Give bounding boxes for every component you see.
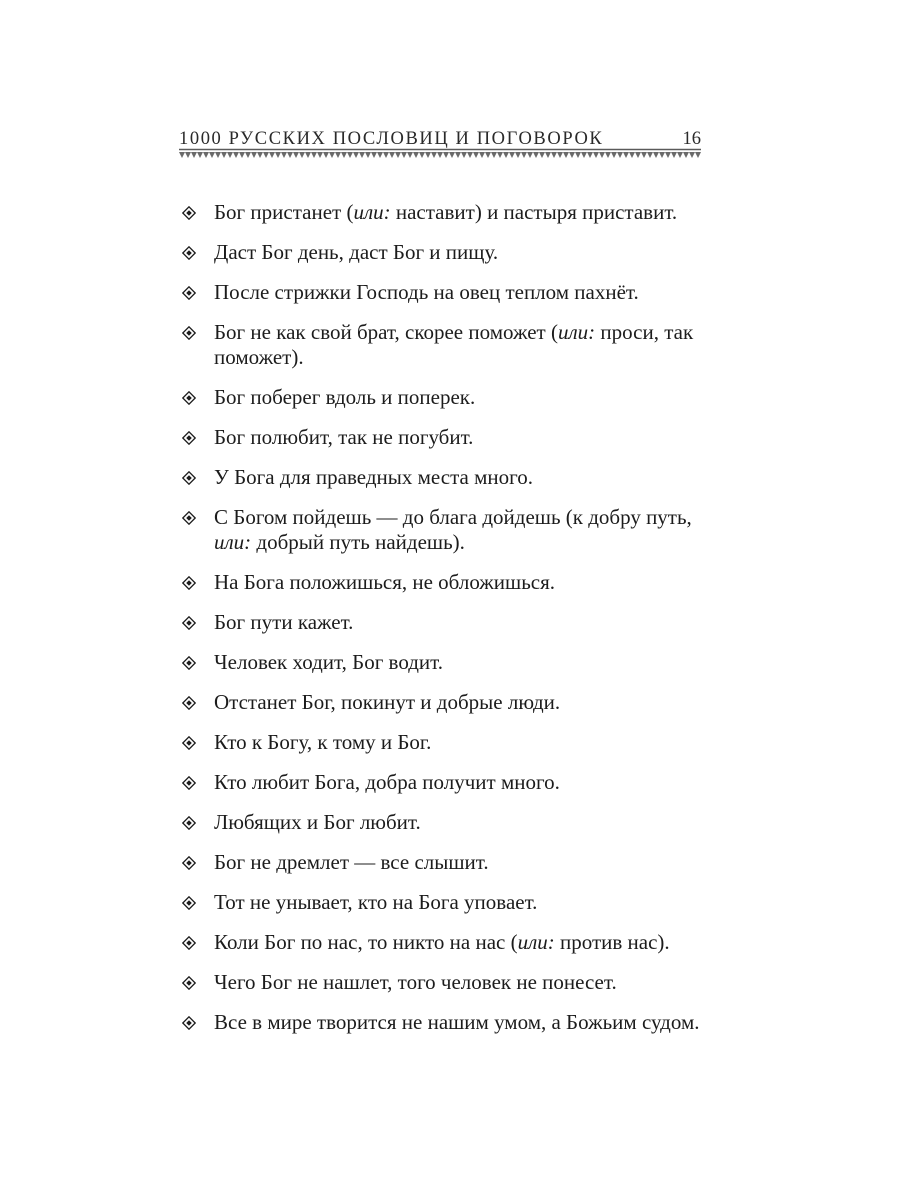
proverb-fragment: Чего Бог не нашлет, того человек не понесет. [214, 970, 617, 994]
diamond-bullet-icon [182, 391, 196, 405]
running-head [179, 118, 701, 148]
proverb-text [214, 770, 710, 795]
alternative-marker: или: [517, 930, 555, 954]
proverb-text [214, 425, 710, 450]
proverb-fragment: Даст Бог день, даст Бог и пищу. [214, 240, 499, 264]
proverb-fragment: С Богом пойдешь — до блага дойдешь (к добру путь, [214, 505, 692, 529]
proverb-fragment: Любящих и Бог любит. [214, 810, 421, 834]
proverb-item [180, 505, 710, 555]
diamond-bullet-icon [182, 511, 196, 525]
proverb-text [214, 505, 710, 555]
proverb-fragment: Бог не дремлет — все слышит. [214, 850, 489, 874]
proverb-text [214, 240, 710, 265]
proverb-fragment: Кто к Богу, к тому и Бог. [214, 730, 432, 754]
book-title: 1000 РУССКИХ ПОСЛОВИЦ И ПОГОВОРОК [179, 128, 604, 149]
proverb-fragment: Коли Бог по нас, то никто на нас ( [214, 930, 518, 954]
proverb-fragment: Бог не как свой брат, скорее поможет ( [214, 320, 558, 344]
zigzag-border-icon [179, 148, 701, 162]
proverb-fragment: После стрижки Господь на овец теплом пахнёт. [214, 280, 639, 304]
proverb-fragment: наставит) и пастыря приставит. [390, 200, 678, 224]
diamond-bullet-icon [182, 936, 196, 950]
proverb-item [180, 730, 710, 755]
proverb-item [180, 810, 710, 835]
proverb-item [180, 320, 710, 370]
proverb-text [214, 465, 710, 490]
diamond-bullet-icon [182, 816, 196, 830]
proverb-item [180, 970, 710, 995]
proverb-fragment: Бог полюбит, так не погубит. [214, 425, 474, 449]
diamond-bullet-icon [182, 736, 196, 750]
proverb-text [214, 200, 710, 225]
diamond-bullet-icon [182, 656, 196, 670]
diamond-bullet-icon [182, 696, 196, 710]
proverb-text [214, 320, 710, 370]
proverb-text [214, 570, 710, 595]
proverb-fragment: Кто любит Бога, добра получит много. [214, 770, 560, 794]
proverb-text [214, 850, 710, 875]
proverb-text [214, 1010, 710, 1035]
alternative-marker: или: [353, 200, 391, 224]
diamond-bullet-icon [182, 326, 196, 340]
proverb-fragment: Все в мире творится не нашим умом, а Божьим судом. [214, 1010, 700, 1034]
diamond-bullet-icon [182, 776, 196, 790]
diamond-bullet-icon [182, 576, 196, 590]
proverb-item [180, 770, 710, 795]
alternative-marker: или: [214, 530, 252, 554]
diamond-bullet-icon [182, 976, 196, 990]
proverb-item [180, 200, 710, 225]
proverb-item [180, 425, 710, 450]
diamond-bullet-icon [182, 431, 196, 445]
proverb-item [180, 650, 710, 675]
alternative-marker: или: [557, 320, 596, 344]
proverb-text [214, 810, 710, 835]
proverb-text [214, 385, 710, 410]
diamond-bullet-icon [182, 1016, 196, 1030]
proverb-text [214, 610, 710, 635]
proverb-fragment: У Бога для праведных места много. [214, 465, 533, 489]
proverb-list [180, 200, 710, 1050]
proverb-fragment: Человек ходит, Бог водит. [214, 650, 443, 674]
proverb-item [180, 385, 710, 410]
proverb-fragment: добрый путь найдешь). [251, 530, 465, 554]
proverb-text [214, 730, 710, 755]
proverb-text [214, 650, 710, 675]
proverb-fragment: против нас). [554, 930, 670, 954]
proverb-item [180, 690, 710, 715]
proverb-item [180, 930, 710, 955]
page-number: 16 [682, 128, 701, 149]
proverb-fragment: проси, так поможет). [214, 320, 694, 369]
proverb-item [180, 890, 710, 915]
proverb-fragment: Бог пути кажет. [214, 610, 354, 634]
diamond-bullet-icon [182, 246, 196, 260]
proverb-item [180, 465, 710, 490]
proverb-item [180, 240, 710, 265]
diamond-bullet-icon [182, 896, 196, 910]
diamond-bullet-icon [182, 856, 196, 870]
diamond-bullet-icon [182, 206, 196, 220]
proverb-text [214, 280, 710, 305]
proverb-text [214, 930, 710, 955]
proverb-item [180, 610, 710, 635]
proverb-fragment: Бог пристанет ( [214, 200, 354, 224]
proverb-text [214, 970, 710, 995]
diamond-bullet-icon [182, 616, 196, 630]
proverb-fragment: На Бога положишься, не обложишься. [214, 570, 556, 594]
diamond-bullet-icon [182, 286, 196, 300]
proverb-fragment: Отстанет Бог, покинут и добрые люди. [214, 690, 561, 714]
diamond-bullet-icon [182, 471, 196, 485]
proverb-fragment: Тот не унывает, кто на Бога уповает. [214, 890, 538, 914]
proverb-item [180, 280, 710, 305]
proverb-text [214, 690, 710, 715]
proverb-text [214, 890, 710, 915]
proverb-item [180, 850, 710, 875]
proverb-fragment: Бог поберег вдоль и поперек. [214, 385, 476, 409]
proverb-item [180, 1010, 710, 1035]
proverb-item [180, 570, 710, 595]
